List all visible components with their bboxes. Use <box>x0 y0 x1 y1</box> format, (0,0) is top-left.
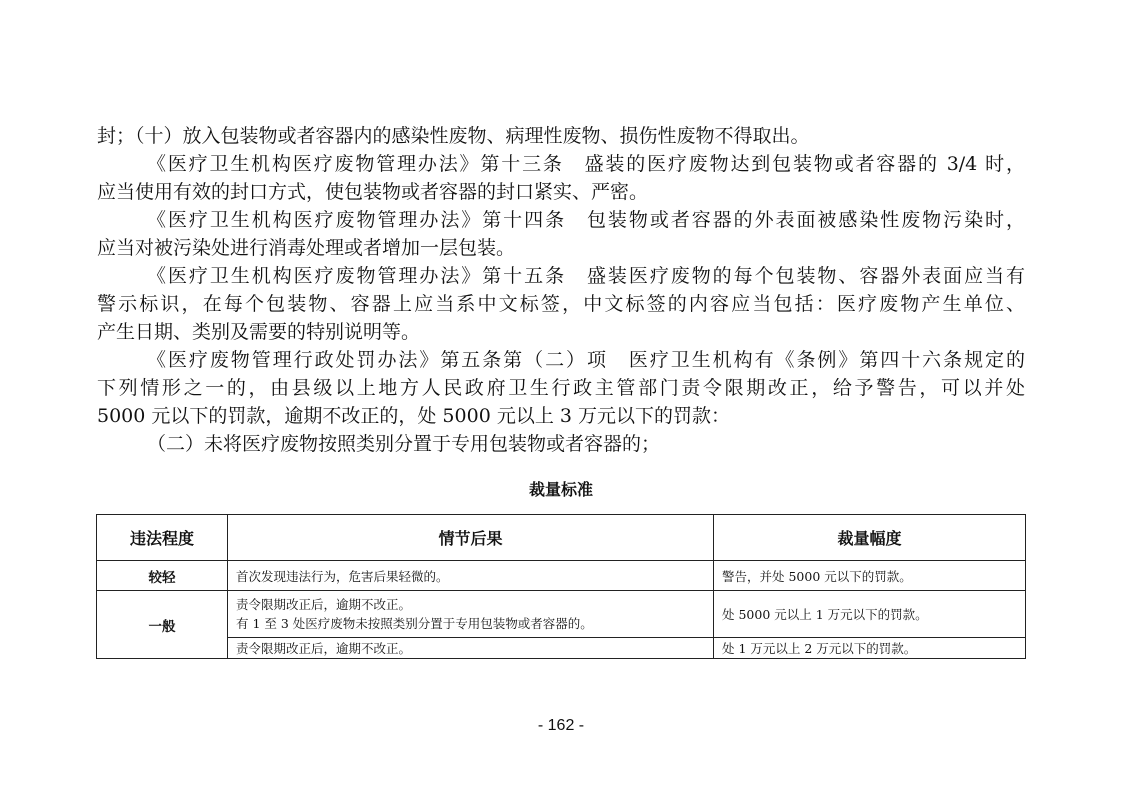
circumstance-line: 有 1 至 3 处医疗废物未按照类别分置于专用包装物或者容器的。 <box>236 616 593 631</box>
text-line: 《医疗卫生机构医疗废物管理办法》第十四条 包装物或者容器的外表面被感染性废物污染时， <box>147 209 1025 231</box>
paragraph-1 <box>97 122 1025 150</box>
cell-circumstance: 责令限期改正后，逾期不改正。 <box>228 638 714 659</box>
cell-penalty: 警告，并处 5000 元以下的罚款。 <box>714 561 1026 591</box>
penalty-standard-table <box>96 514 1026 659</box>
table-row <box>97 591 1026 638</box>
cell-circumstance <box>228 591 714 638</box>
text-line: （二）未将医疗废物按照类别分置于专用包装物或者容器的； <box>147 433 661 455</box>
body-text <box>97 122 1025 458</box>
text-line: 封；（十）放入包装物或者容器内的感染性废物、病理性废物、损伤性废物不得取出。 <box>97 125 810 147</box>
table-header-row <box>97 515 1026 561</box>
paragraph-article-14 <box>97 206 1025 262</box>
paragraph-article-15 <box>97 262 1025 346</box>
paragraph-penalty-article-5 <box>97 346 1025 430</box>
page-number: - 162 - <box>537 717 585 734</box>
table-row <box>97 561 1026 591</box>
text-line: 《医疗卫生机构医疗废物管理办法》第十五条 盛装医疗废物的每个包装物、容器外表面应当有 <box>147 265 1025 287</box>
text-line: 《医疗卫生机构医疗废物管理办法》第十三条 盛装的医疗废物达到包装物或者容器的 3/4 时， <box>147 153 1025 175</box>
text-line: 5000 元以下的罚款，逾期不改正的，处 5000 元以上 3 万元以下的罚款： <box>97 405 730 427</box>
circumstance-line: 责令限期改正后，逾期不改正。 <box>236 597 412 612</box>
text-line: 警示标识，在每个包装物、容器上应当系中文标签，中文标签的内容应当包括：医疗废物产生单位、 <box>97 293 1025 315</box>
cell-penalty: 处 5000 元以上 1 万元以下的罚款。 <box>714 591 1026 638</box>
cell-penalty: 处 1 万元以上 2 万元以下的罚款。 <box>714 638 1026 659</box>
text-line: 应当对被污染处进行消毒处理或者增加一层包装。 <box>97 237 516 259</box>
cell-degree: 一般 <box>97 591 228 659</box>
paragraph-article-13 <box>97 150 1025 206</box>
table-title: 裁量标准 <box>528 480 593 499</box>
header-penalty-range: 裁量幅度 <box>714 515 1026 561</box>
cell-circumstance: 首次发现违法行为，危害后果轻微的。 <box>228 561 714 591</box>
header-violation-degree: 违法程度 <box>97 515 228 561</box>
header-circumstance: 情节后果 <box>228 515 714 561</box>
table-row <box>97 638 1026 659</box>
text-line: 下列情形之一的，由县级以上地方人民政府卫生行政主管部门责令限期改正，给予警告，可以并处 <box>97 377 1025 399</box>
text-line: 产生日期、类别及需要的特别说明等。 <box>97 321 421 343</box>
text-line: 《医疗废物管理行政处罚办法》第五条第（二）项 医疗卫生机构有《条例》第四十六条规定的 <box>147 349 1025 371</box>
text-line: 应当使用有效的封口方式，使包装物或者容器的封口紧实、严密。 <box>97 181 649 203</box>
paragraph-item-2 <box>97 430 1025 458</box>
cell-degree: 较轻 <box>97 561 228 591</box>
